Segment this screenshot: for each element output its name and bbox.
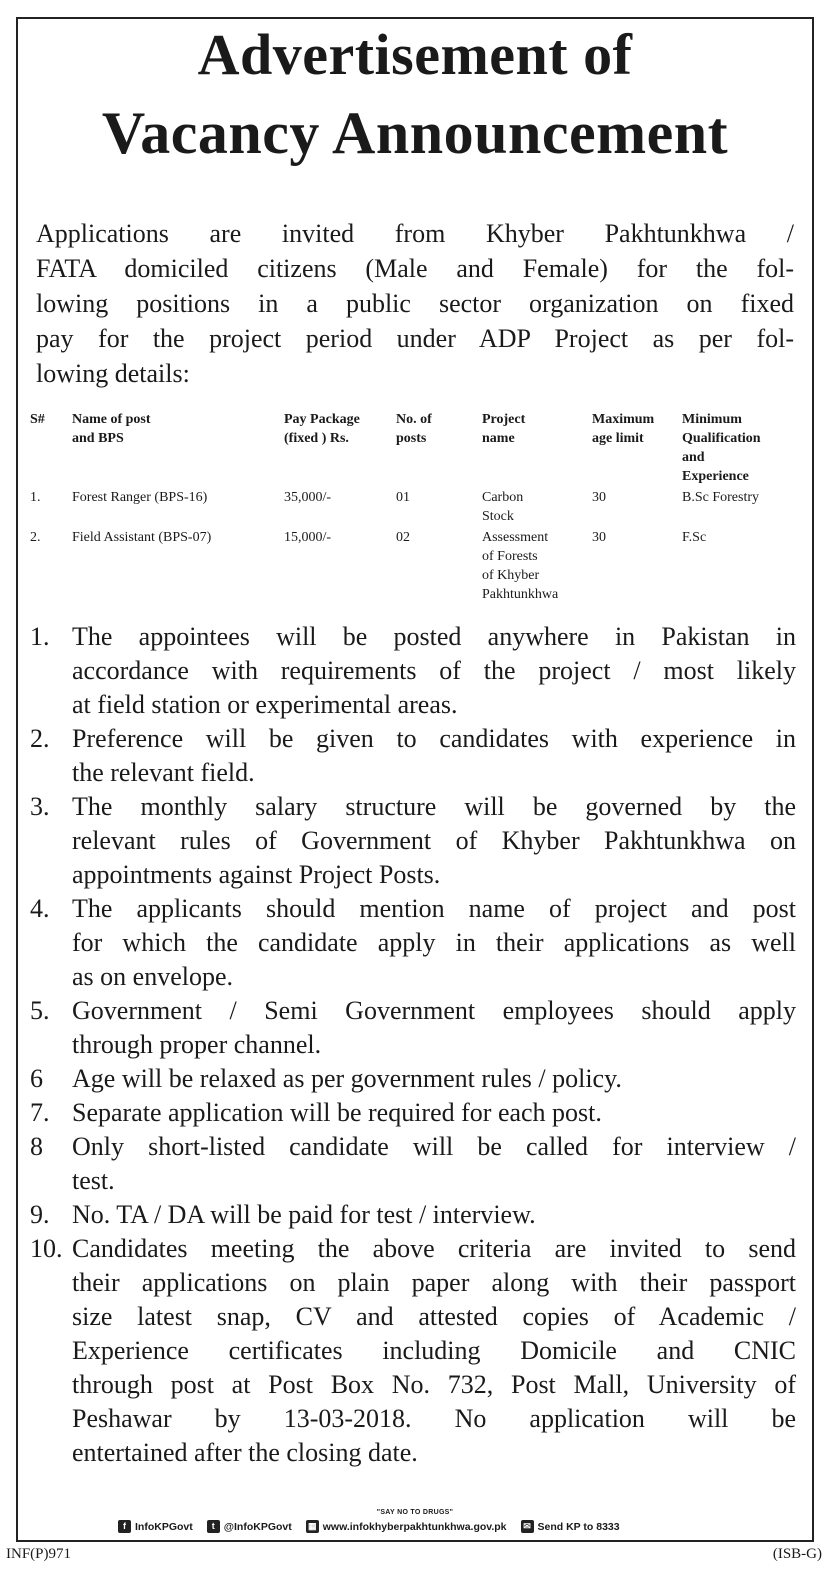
- list-item-line: through post at Post Box No. 732, Post Mall, University of: [72, 1370, 796, 1399]
- list-item: [30, 1130, 796, 1198]
- list-item-line: their applications on plain paper along with their passport: [72, 1268, 796, 1297]
- list-item-number: 1.: [30, 622, 50, 651]
- list-item-text: [72, 994, 796, 1062]
- header-sno: S#: [30, 412, 45, 427]
- intro-line: Applications are invited from Khyber Pakhtunkhwa /: [36, 219, 794, 248]
- header-post: Name of post and BPS: [72, 412, 151, 446]
- web-icon: ▦: [306, 1520, 319, 1533]
- say-no-to-drugs-text: "SAY NO TO DRUGS": [376, 1509, 454, 1516]
- cell-sno: 2.: [30, 530, 41, 545]
- header-pay: Pay Package (fixed ) Rs.: [284, 412, 360, 446]
- vacancy-table: [30, 410, 794, 604]
- title-line-1: Advertisement of: [197, 22, 633, 87]
- list-item-line: test.: [72, 1166, 115, 1195]
- ref-code-left: INF(P)971: [6, 1546, 72, 1562]
- list-item-number: 9.: [30, 1200, 50, 1229]
- list-item-line: Age will be relaxed as per government rules / policy.: [72, 1064, 622, 1093]
- list-item: [30, 1062, 796, 1096]
- list-item-text: [72, 892, 796, 994]
- list-item-line: accordance with requirements of the project / most likely: [72, 656, 796, 685]
- list-item-text: [72, 790, 796, 892]
- list-item-line: size latest snap, CV and attested copies of Academic /: [72, 1302, 796, 1331]
- list-item: [30, 994, 796, 1062]
- list-item-line: as on envelope.: [72, 962, 234, 991]
- intro-line: FATA domiciled citizens (Male and Female) for the fol-: [36, 254, 794, 283]
- list-item-text: [72, 1232, 796, 1470]
- header-age: Maximum age limit: [592, 412, 655, 446]
- conditions-list: [30, 620, 796, 1470]
- list-item-line: Candidates meeting the above criteria are invited to send: [72, 1234, 796, 1263]
- list-item-line: The applicants should mention name of project and post: [72, 894, 796, 923]
- header-posts: No. of posts: [396, 412, 432, 446]
- list-item-line: relevant rules of Government of Khyber Pakhtunkhwa on: [72, 826, 796, 855]
- facebook-link[interactable]: f InfoKPGovt: [118, 1520, 193, 1533]
- sms-icon: ✉: [521, 1520, 534, 1533]
- list-item-text: [72, 1062, 796, 1096]
- list-item-line: appointments against Project Posts.: [72, 860, 441, 889]
- list-item-text: [72, 1198, 796, 1232]
- table-row: [30, 526, 794, 604]
- list-item-line: through proper channel.: [72, 1030, 322, 1059]
- list-item: [30, 790, 796, 892]
- twitter-icon: t: [207, 1520, 220, 1533]
- list-item: [30, 1096, 796, 1130]
- list-item-number: 2.: [30, 724, 50, 753]
- facebook-icon: f: [118, 1520, 131, 1533]
- cell-project: Carbon Stock: [482, 490, 524, 524]
- title-line-2: Vacancy Announcement: [101, 100, 729, 166]
- cell-pay: 15,000/-: [284, 530, 332, 545]
- list-item-line: Only short-listed candidate will be called for interview /: [72, 1132, 796, 1161]
- intro-line: pay for the project period under ADP Project as per fol-: [36, 324, 794, 353]
- list-item-line: No. TA / DA will be paid for test / interview.: [72, 1200, 536, 1229]
- header-qualification: Minimum Qualification and Experience: [682, 412, 761, 484]
- list-item-line: Separate application will be required for each post.: [72, 1098, 602, 1127]
- cell-post: Field Assistant (BPS-07): [72, 530, 212, 545]
- twitter-link[interactable]: t @InfoKPGovt: [207, 1520, 292, 1533]
- list-item-number: 7.: [30, 1098, 50, 1127]
- list-item-text: [72, 1130, 796, 1198]
- list-item: [30, 1232, 796, 1470]
- list-item-line: for which the candidate apply in their applications as well: [72, 928, 796, 957]
- list-item: [30, 722, 796, 790]
- list-item-number: 10.: [30, 1234, 63, 1263]
- cell-post: Forest Ranger (BPS-16): [72, 490, 208, 505]
- intro-paragraph: [36, 216, 794, 391]
- list-item-line: the relevant field.: [72, 758, 255, 787]
- cell-qualification: F.Sc: [682, 530, 707, 545]
- list-item-line: Peshawar by 13-03-2018. No application will be: [72, 1404, 796, 1433]
- cell-age: 30: [592, 490, 606, 505]
- intro-line: lowing details:: [36, 359, 190, 388]
- cell-age: 30: [592, 530, 606, 545]
- cell-project: Assessment of Forests of Khyber Pakhtunkhwa: [482, 530, 559, 602]
- social-footer: [118, 1520, 620, 1533]
- list-item-number: 6: [30, 1064, 43, 1093]
- list-item-number: 8: [30, 1132, 43, 1161]
- cell-posts: 02: [396, 530, 410, 545]
- table-header-row: [30, 410, 794, 486]
- website-link[interactable]: ▦ www.infokhyberpakhtunkhwa.gov.pk: [306, 1520, 507, 1533]
- ref-code-right: (ISB-G): [772, 1546, 822, 1562]
- cell-pay: 35,000/-: [284, 490, 332, 505]
- cell-posts: 01: [396, 490, 410, 505]
- list-item-line: Government / Semi Government employees should apply: [72, 996, 796, 1025]
- list-item-line: Preference will be given to candidates with experience in: [72, 724, 796, 753]
- list-item-line: The appointees will be posted anywhere in Pakistan in: [72, 622, 796, 651]
- list-item-number: 3.: [30, 792, 50, 821]
- list-item-line: The monthly salary structure will be governed by the: [72, 792, 796, 821]
- cell-qualification: B.Sc Forestry: [682, 490, 759, 505]
- header-project: Project name: [482, 412, 526, 446]
- list-item-text: [72, 620, 796, 722]
- list-item-line: at field station or experimental areas.: [72, 690, 458, 719]
- list-item-text: [72, 722, 796, 790]
- list-item-number: 4.: [30, 894, 50, 923]
- sms-info: ✉ Send KP to 8333: [521, 1520, 620, 1533]
- list-item-line: entertained after the closing date.: [72, 1438, 418, 1467]
- list-item: [30, 620, 796, 722]
- list-item-line: Experience certificates including Domicile and CNIC: [72, 1336, 796, 1365]
- intro-line: lowing positions in a public sector organization on fixed: [36, 289, 794, 318]
- list-item: [30, 1198, 796, 1232]
- list-item-text: [72, 1096, 796, 1130]
- cell-sno: 1.: [30, 490, 41, 505]
- list-item: [30, 892, 796, 994]
- list-item-number: 5.: [30, 996, 50, 1025]
- table-row: [30, 486, 794, 526]
